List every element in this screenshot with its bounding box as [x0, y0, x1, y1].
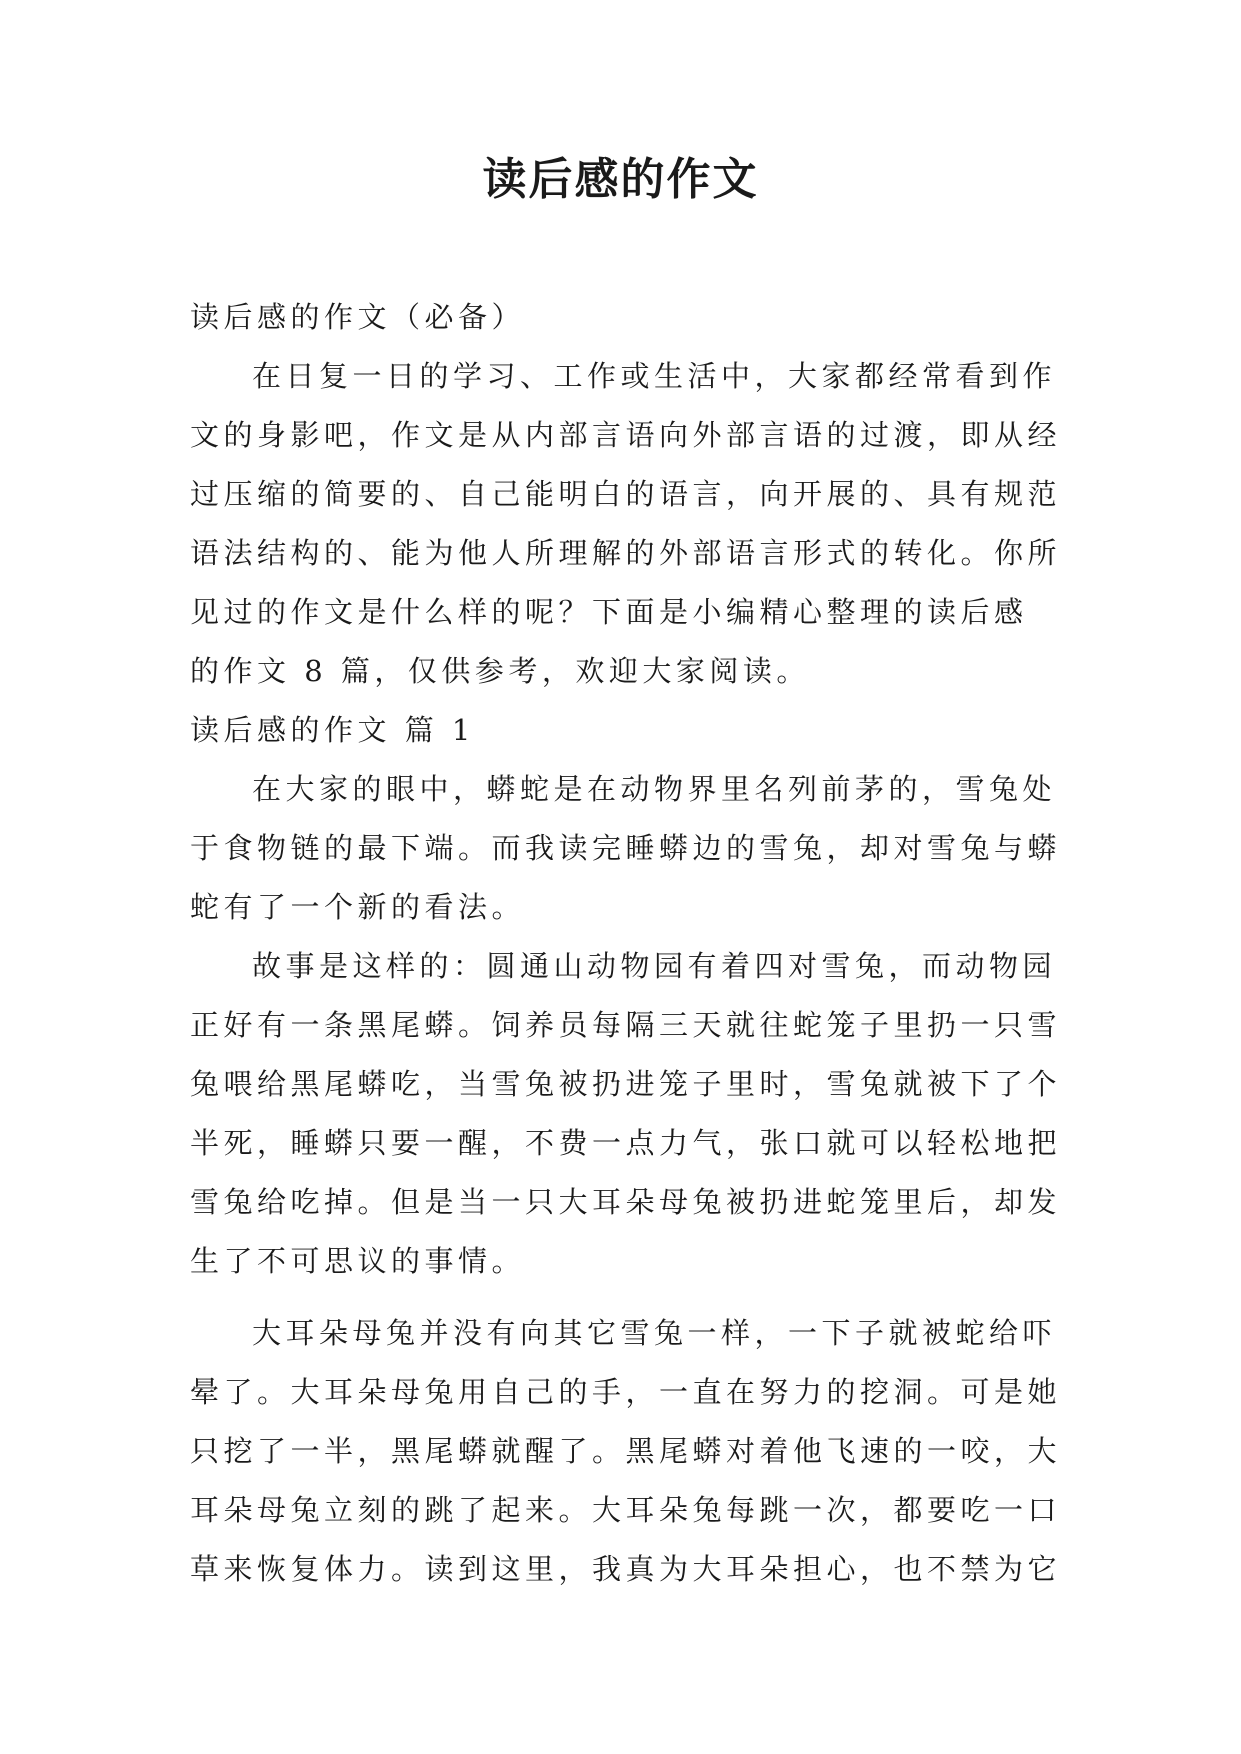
paragraph-line: 生了不可思议的事情。	[190, 1244, 526, 1278]
document-title: 读后感的作文	[482, 154, 759, 205]
paragraph-line: 文的身影吧，作文是从内部言语向外部言语的过渡，即从经	[190, 418, 1062, 452]
paragraph-line: 雪兔给吃掉。但是当一只大耳朵母兔被扔进蛇笼里后，却发	[190, 1185, 1062, 1219]
paragraph-line: 过压缩的简要的、自己能明白的语言，向开展的、具有规范	[190, 477, 1062, 511]
paragraph-line: 语法结构的、能为他人所理解的外部语言形式的转化。你所	[190, 536, 1062, 570]
paragraph-line: 大耳朵母兔并没有向其它雪兔一样，一下子就被蛇给吓	[252, 1316, 1057, 1350]
paragraph-line: 蛇有了一个新的看法。	[190, 890, 526, 924]
paragraph-line: 兔喂给黑尾蟒吃，当雪兔被扔进笼子里时，雪兔就被下了个	[190, 1067, 1062, 1101]
paragraph-line: 只挖了一半，黑尾蟒就醒了。黑尾蟒对着他飞速的一咬，大	[190, 1434, 1062, 1468]
paragraph-line: 在日复一日的学习、工作或生活中，大家都经常看到作	[252, 359, 1057, 393]
paragraph-line: 晕了。大耳朵母兔用自己的手，一直在努力的挖洞。可是她	[190, 1375, 1062, 1409]
paragraph-line: 见过的作文是什么样的呢？下面是小编精心整理的读后感	[190, 595, 1028, 629]
paragraph-gap	[190, 1291, 1052, 1304]
paragraph-line: 于食物链的最下端。而我读完睡蟒边的雪兔，却对雪兔与蟒	[190, 831, 1062, 865]
paragraph-line: 故事是这样的：圆通山动物园有着四对雪兔，而动物园	[252, 949, 1057, 983]
paragraph-line: 半死，睡蟒只要一醒，不费一点力气，张口就可以轻松地把	[190, 1126, 1062, 1160]
paragraph-line: 在大家的眼中，蟒蛇是在动物界里名列前茅的，雪兔处	[252, 772, 1057, 806]
subtitle-line: 读后感的作文（必备）	[190, 300, 526, 334]
paragraph-line: 正好有一条黑尾蟒。饲养员每隔三天就往蛇笼子里扔一只雪	[190, 1008, 1062, 1042]
paragraph-line: 的作文 8 篇，仅供参考，欢迎大家阅读。	[190, 654, 810, 688]
paragraph-line: 耳朵母兔立刻的跳了起来。大耳朵兔每跳一次，都要吃一口	[190, 1493, 1062, 1527]
paragraph-line: 草来恢复体力。读到这里，我真为大耳朵担心，也不禁为它	[190, 1552, 1062, 1586]
section-heading: 读后感的作文 篇 1	[190, 713, 475, 747]
document-body	[190, 288, 1062, 1599]
